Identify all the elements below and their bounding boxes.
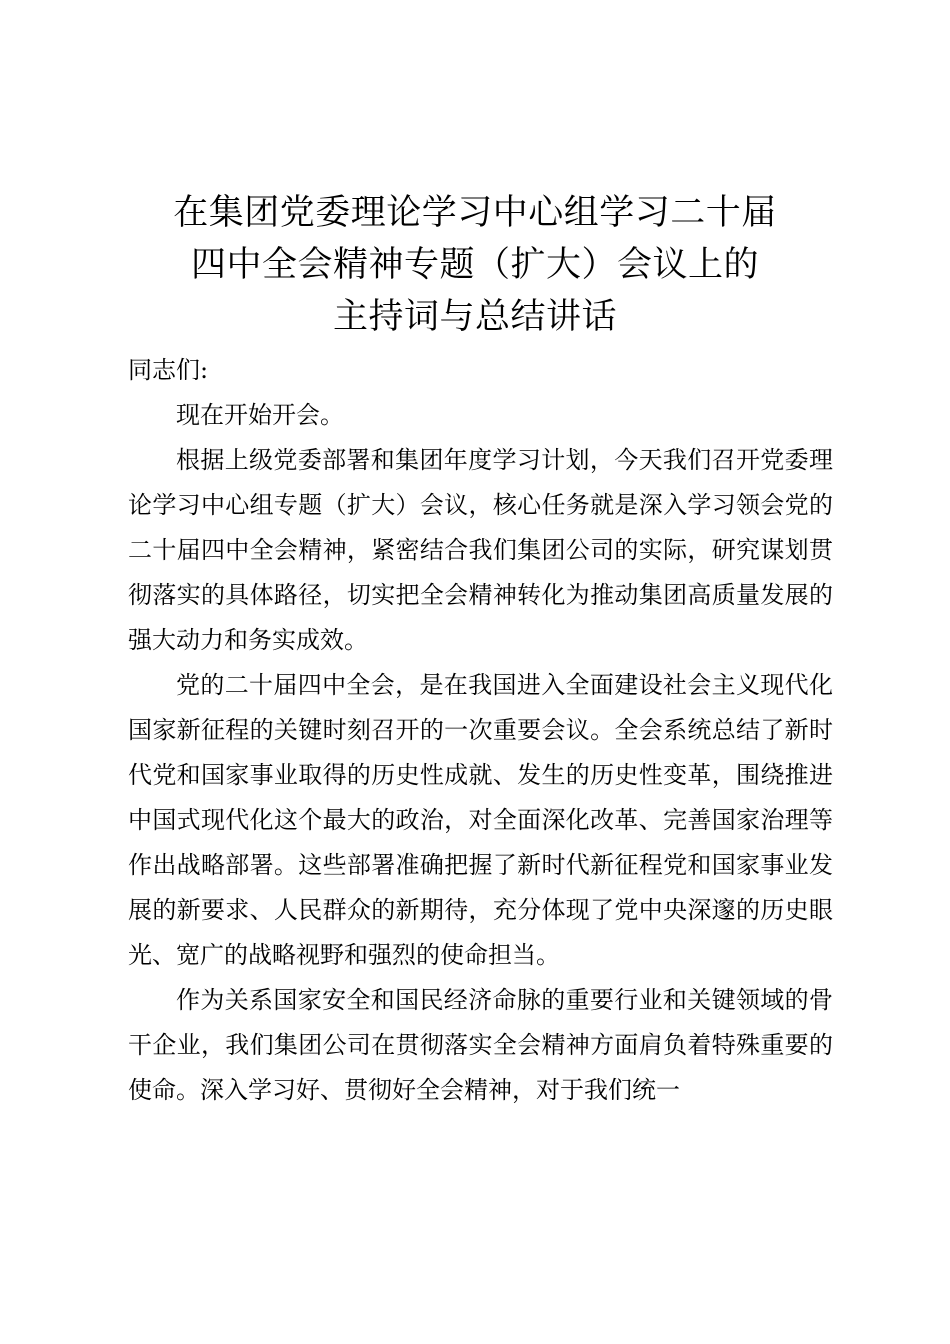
salutation: 同志们: bbox=[128, 356, 209, 384]
document-body bbox=[128, 348, 833, 1113]
paragraph-group-mission: 作为关系国家安全和国民经济命脉的重要行业和关键领域的骨干企业，我们集团公司在贯彻落实全会精神方面肩负着特殊重要的使命。深入学习好、贯彻好全会精神，对于我们统一 bbox=[128, 986, 833, 1104]
paragraph-purpose: 根据上级党委部署和集团年度学习计划，今天我们召开党委理论学习中心组专题（扩大）会议，核心任务就是深入学习领会党的二十届四中全会精神，紧密结合我们集团公司的实际，研究谋划贯彻落实的具体路径，切实把全会精神转化为推动集团高质量发展的强大动力和务实成效。 bbox=[128, 446, 833, 654]
paragraph-opening: 现在开始开会。 bbox=[176, 401, 344, 429]
title-line-2: 四中全会精神专题（扩大）会议上的 bbox=[190, 245, 759, 286]
document-title bbox=[100, 187, 850, 343]
title-line-1: 在集团党委理论学习中心组学习二十届 bbox=[173, 193, 777, 234]
paragraph-plenum-significance: 党的二十届四中全会，是在我国进入全面建设社会主义现代化国家新征程的关键时刻召开的一次重要会议。全会系统总结了新时代党和国家事业取得的历史性成就、发生的历史性变革，围绕推进中国式现代化这个最大的政治，对全面深化改革、完善国家治理等作出战略部署。这些部署准确把握了新时代新征程党和国家事业发展的新要求、人民群众的新期待，充分体现了党中央深邃的历史眼光、宽广的战略视野和强烈的使命担当。 bbox=[128, 671, 833, 969]
title-line-3: 主持词与总结讲话 bbox=[332, 297, 617, 338]
